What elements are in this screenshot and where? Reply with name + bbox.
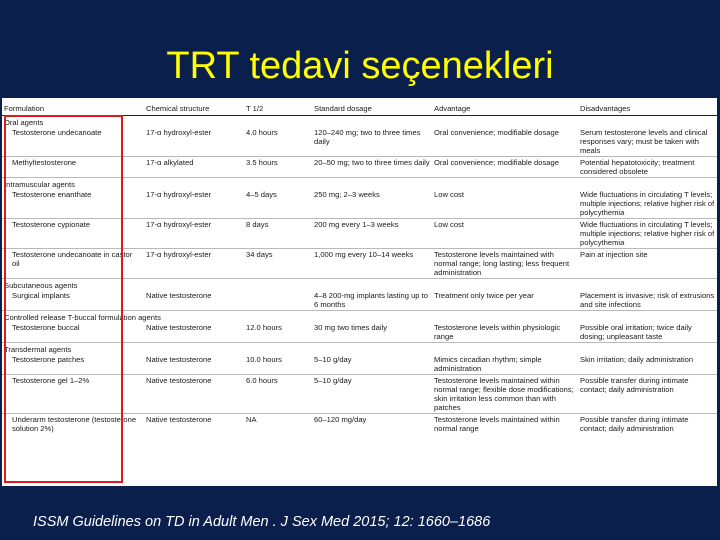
cell-formulation: Testosterone cypionate [2,219,144,249]
citation-caption: ISSM Guidelines on TD in Adult Men . J Sex Med 2015; 12: 1660–1686 [33,514,491,530]
cell-half-life: 4.0 hours [246,128,278,137]
cell-chemical-structure: Native testosterone [146,291,212,300]
cell-advantage: Testosterone levels maintained within normal range; flexible dose modifications; skin irritation less common than with patches [432,375,578,414]
cell-disadvantages: Wide fluctuations in circulating T levels; multiple injections; relative higher risk of polycythemia [578,219,717,249]
cell-advantage: Oral convenience; modifiable dosage [432,157,578,178]
category-label: Oral agents [4,118,44,127]
cell-half-life [244,290,312,311]
cell-formulation: Testosterone undecanoate in castor oil [2,249,144,279]
cell-chemical-structure: Native testosterone [146,323,212,332]
cell-chemical-structure: Native testosterone [144,375,244,414]
category-label: Intramuscular agents [2,178,717,190]
cell-advantage: Treatment only twice per year [434,291,534,300]
header-advantage: Advantage [432,98,578,116]
cell-disadvantages: Wide fluctuations in circulating T levels; multiple injections; relative higher risk of polycythemia [580,190,715,217]
cell-disadvantages: Potential hepatotoxicity; treatment considered obsolete [578,157,717,178]
cell-half-life: 10.0 hours [246,355,282,364]
table-header-row [2,98,717,116]
cell-formulation: Methyltestosterone [2,157,144,178]
slide-title: TRT tedavi seçenekleri [166,45,554,87]
table-row [2,157,717,178]
cell-standard-dosage: 120–240 mg; two to three times daily [314,128,421,146]
category-label: Transdermal agents [2,343,717,355]
cell-disadvantages: Placement is invasive; risk of extrusions and site infections [580,291,715,309]
cell-chemical-structure: Native testosterone [146,355,212,364]
cell-chemical-structure: 17-α hydroxyl-ester [146,190,212,199]
cell-chemical-structure: 17-α alkylated [144,157,244,178]
cell-disadvantages: Pain at injection site [578,249,717,279]
cell-standard-dosage: 200 mg every 1–3 weeks [312,219,432,249]
table-row [2,249,717,279]
cell-chemical-structure: 17-α hydroxyl-ester [144,219,244,249]
table-category-row [2,279,717,291]
cell-formulation: Testosterone enanthate [12,190,92,199]
category-label: Controlled release T-buccal formulation agents [2,311,717,323]
cell-standard-dosage: 5–10 g/day [314,355,352,364]
cell-formulation: Testosterone patches [12,355,85,364]
cell-advantage: Testosterone levels maintained with normal range; long lasting; less frequent administration [432,249,578,279]
cell-standard-dosage: 30 mg two times daily [314,323,388,332]
cell-disadvantages: Serum testosterone levels and clinical responses vary; must be taken with meals [580,128,708,155]
cell-disadvantages: Possible transfer during intimate contact; daily administration [578,375,717,414]
cell-half-life: 3.5 hours [244,157,312,178]
cell-standard-dosage: 4–8 200-mg implants lasting up to 6 months [314,291,428,309]
table-row [2,127,717,157]
cell-advantage: Low cost [434,190,464,199]
cell-advantage: Testosterone levels within physiologic range [434,323,561,341]
cell-standard-dosage: 5–10 g/day [312,375,432,414]
header-standard-dosage: Standard dosage [312,98,432,116]
cell-advantage: Low cost [432,219,578,249]
cell-standard-dosage: 250 mg; 2–3 weeks [314,190,380,199]
cell-half-life: 6.0 hours [244,375,312,414]
cell-half-life: 34 days [244,249,312,279]
cell-half-life: 4–5 days [246,190,277,199]
cell-advantage: Testosterone levels maintained within normal range [432,414,578,435]
category-label: Subcutaneous agents [2,279,717,291]
cell-disadvantages: Possible transfer during intimate contact; daily administration [578,414,717,435]
table-category-row [2,178,717,190]
cell-chemical-structure: 17-α hydroxyl-ester [144,249,244,279]
header-disadvantages: Disadvantages [578,98,717,116]
table-body [2,116,717,435]
header-chemical-structure: Chemical structure [144,98,244,116]
cell-advantage: Mimics circadian rhythm; simple administration [434,355,542,373]
cell-half-life: 12.0 hours [246,323,282,332]
cell-formulation: Testosterone buccal [12,323,80,332]
table-row [2,414,717,435]
table-category-row [2,311,717,323]
table-row [2,322,717,343]
table-row [2,354,717,375]
table-category-row [2,343,717,355]
cell-disadvantages: Possible oral irritation; twice daily dosing; unpleasant taste [580,323,692,341]
cell-formulation: Testosterone gel 1–2% [2,375,144,414]
table-row [2,219,717,249]
table-row [2,189,717,219]
cell-standard-dosage: 60–120 mg/day [312,414,432,435]
trt-options-table [2,98,717,434]
cell-chemical-structure: 17-α hydroxyl-ester [146,128,212,137]
table-row [2,290,717,311]
cell-half-life: 8 days [244,219,312,249]
cell-chemical-structure: Native testosterone [144,414,244,435]
cell-formulation: Surgical implants [12,291,70,300]
cell-standard-dosage: 20–50 mg; two to three times daily [312,157,432,178]
header-half-life: T 1/2 [244,98,312,116]
cell-advantage: Oral convenience; modifiable dosage [434,128,559,137]
trt-options-table-panel [2,98,717,486]
cell-formulation: Underarm testosterone (testosterone solution 2%) [2,414,144,435]
header-formulation: Formulation [2,98,144,116]
cell-disadvantages: Skin irritation; daily administration [580,355,694,364]
cell-formulation: Testosterone undecanoate [12,128,102,137]
table-category-row [2,116,717,128]
cell-half-life: NA [244,414,312,435]
table-row [2,375,717,414]
cell-standard-dosage: 1,000 mg every 10–14 weeks [312,249,432,279]
